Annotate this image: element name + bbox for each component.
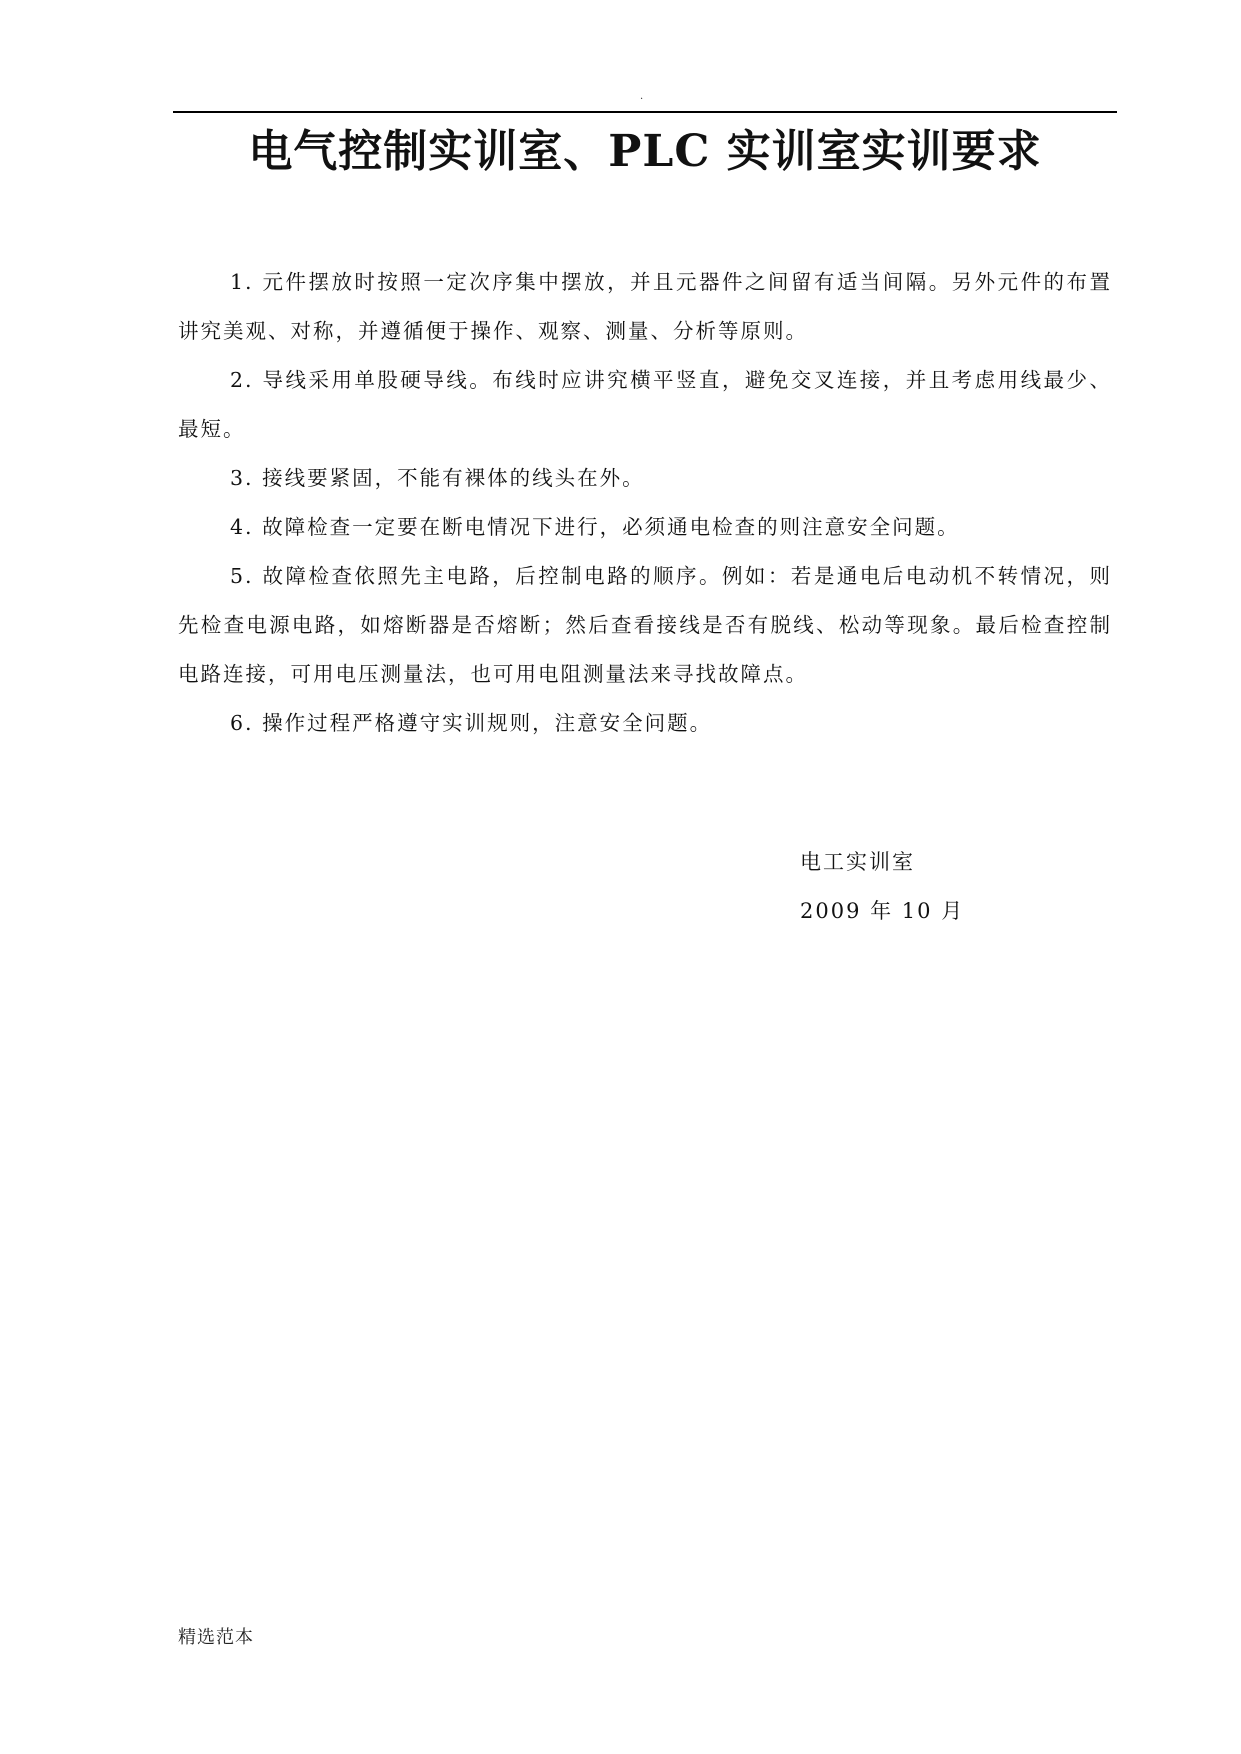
page-title: 电气控制实训室、PLC 实训室实训要求	[248, 126, 1042, 177]
signature-date: 2009 年 10 月	[800, 899, 965, 923]
header-mark: .	[640, 91, 644, 102]
requirement-item: 4. 故障检查一定要在断电情况下进行，必须通电检查的则注意安全问题。	[230, 515, 960, 539]
requirement-item: 2. 导线采用单股硬导线。布线时应讲究横平竖直，避免交叉连接，并且考虑用线最少、最短。	[178, 368, 1112, 441]
requirement-item: 1. 元件摆放时按照一定次序集中摆放，并且元器件之间留有适当间隔。另外元件的布置讲究美观、对称，并遵循便于操作、观察、测量、分析等原则。	[178, 270, 1112, 343]
signature-block	[800, 838, 964, 936]
requirement-item: 5. 故障检查依照先主电路，后控制电路的顺序。例如：若是通电后电动机不转情况，则先检查电源电路，如熔断器是否熔断；然后查看接线是否有脱线、松动等现象。最后检查控制电路连接，可用电压测量法，也可用电阻测量法来寻找故障点。	[178, 564, 1112, 686]
header-rule	[173, 111, 1117, 113]
requirement-item: 6. 操作过程严格遵守实训规则，注意安全问题。	[230, 711, 713, 735]
requirement-item: 3. 接线要紧固，不能有裸体的线头在外。	[230, 466, 645, 490]
requirements-list	[178, 258, 1112, 748]
signature-department: 电工实训室	[800, 850, 915, 874]
footer-label: 精选范本	[178, 1627, 254, 1648]
